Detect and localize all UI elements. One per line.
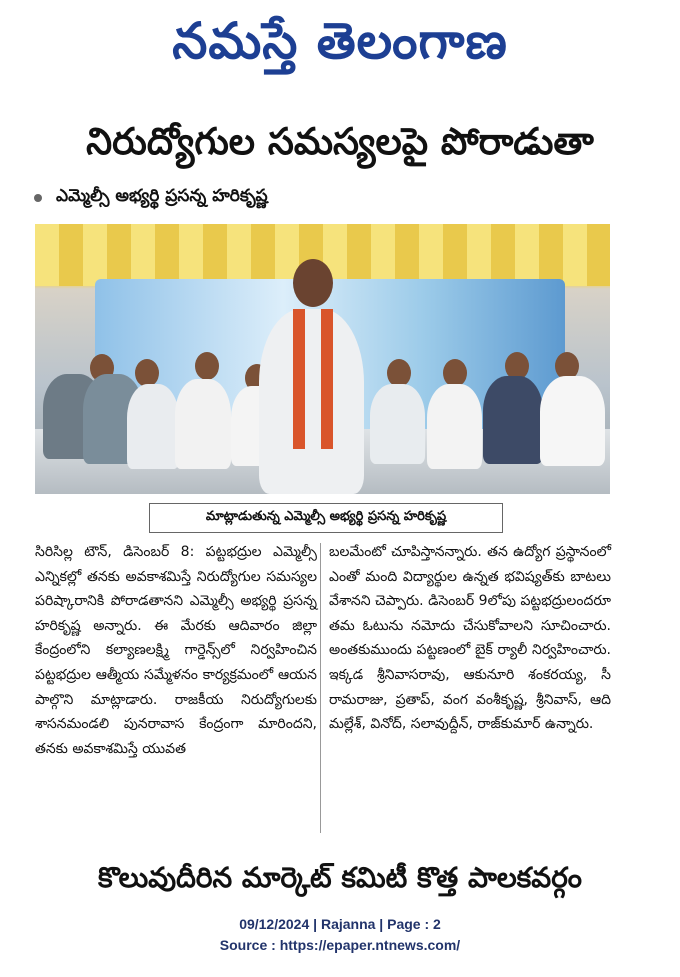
article-paragraph: సిరిసిల్ల టౌన్, డిసెంబర్ 8: పట్టభద్రుల ఎమ్మెల్సీ ఎన్నికల్లో తనకు అవకాశమిస్తే నిరుద్యోగుల సమస్యల పరిష్కారానికి పోరాడతానని ఎమ్మెల్సీ అభ్యర్థి ప్రసన్న హరికృష్ణ అన్నారు. ఈ మేరకు ఆదివారం జిల్లా కేంద్రంలోని కల్యాణలక్ష్మి గార్డెన్స్‌లో నిర్వహించిన పట్టభద్రుల ఆత్మీయ సమ్మేళనం కార్యక్రమంలో ఆయన పాల్గొని మాట్లాడారు. రాజకీయ నిరుద్యోగులకు శాసనమండలి పునరావాస కేంద్రంగా మారిందని, తనకు అవకాశమిస్తే యువత bbox=[35, 544, 317, 757]
next-article-headline: కొలువుదీరిన మార్కెట్ కమిటీ కొత్త పాలకవర్గం bbox=[98, 861, 582, 894]
photo-caption: మాట్లాడుతున్న ఎమ్మెల్సీ అభ్యర్థి ప్రసన్న హరికృష్ణ bbox=[149, 503, 503, 533]
footer-source-link[interactable]: Source : https://epaper.ntnews.com/ bbox=[219, 937, 461, 953]
article-subhead bbox=[34, 183, 268, 213]
article-body-column-1 bbox=[35, 540, 317, 761]
subhead-text: ఎమ్మెల్సీ అభ్యర్థి ప్రసన్న హరికృష్ణ bbox=[56, 186, 268, 206]
footer-date-edition: 09/12/2024 | Rajanna | Page : 2 bbox=[239, 916, 441, 932]
masthead-logo: నమస్తే తెలంగాణ bbox=[172, 12, 508, 70]
page-footer bbox=[0, 914, 680, 956]
article-body-column-2 bbox=[329, 540, 611, 737]
article-headline: నిరుద్యోగుల సమస్యలపై పోరాడుతా bbox=[86, 120, 594, 163]
article-paragraph: బలమేంటో చూపిస్తానన్నారు. తన ఉద్యోగ ప్రస్థానంలో ఎంతో మంది విద్యార్థుల ఉన్నత భవిష్యత్‌కు బాటలు వేశానని చెప్పారు. డిసెంబర్ 9లోపు పట్టభద్రులందరూ తమ ఓటును నమోదు చేసుకోవాలని సూచించారు. అంతకుముందు పట్టణంలో బైక్ ర్యాలీ నిర్వహించారు. ఇక్కడ శ్రీనివాసరావు, ఆకునూరి శంకరయ్య, సీ రామరాజు, ప్రతాప్, వంగ వంశీకృష్ణ, శ్రీనివాస్, ఆది మల్లేశ్, వినోద్, సలావుద్దీన్, రాజ్‌కుమార్ ఉన్నారు. bbox=[329, 544, 611, 733]
article-photo bbox=[35, 224, 610, 494]
bullet-icon bbox=[34, 194, 42, 202]
column-divider bbox=[320, 543, 321, 833]
